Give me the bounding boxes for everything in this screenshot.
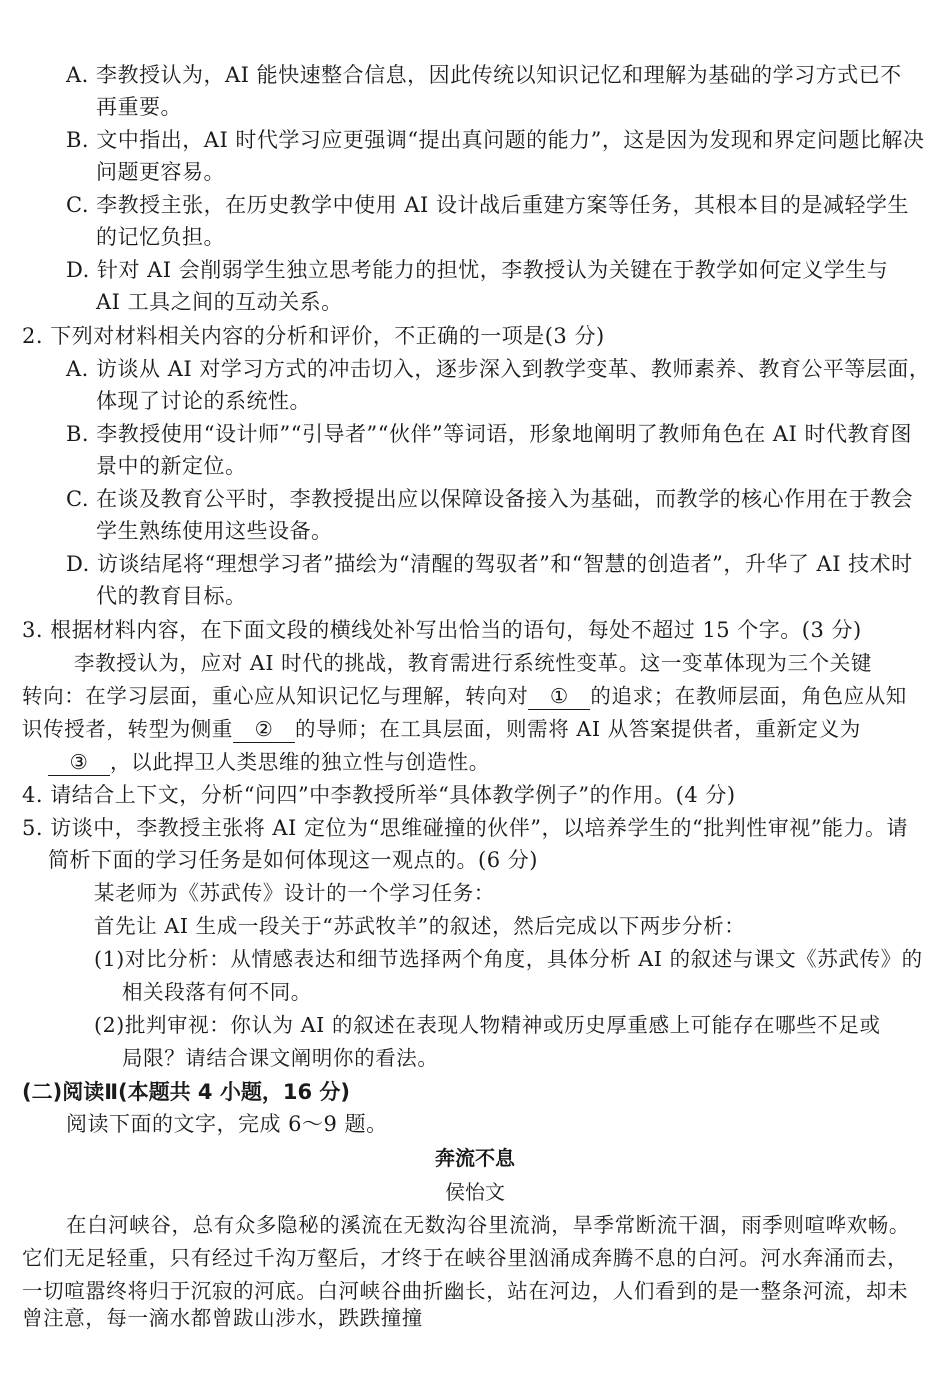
q5-step1-line1: (1)对比分析：从情感表达和细节选择两个角度，具体分析 AI 的叙述与课文《苏武传》的 xyxy=(94,947,923,971)
q5-step1-line2: 相关段落有何不同。 xyxy=(122,980,312,1004)
q2-option-b-line1: B. 李教授使用“设计师”“引导者”“伙伴”等词语，形象地阐明了教师角色在 AI 时代教育图 xyxy=(66,422,913,446)
q1-option-b-line1: B. 文中指出，AI 时代学习应更强调“提出真问题的能力”，这是因为发现和界定问题比解决 xyxy=(66,128,925,152)
q4-stem: 4. 请结合上下文，分析“问四”中李教授所举“具体教学例子”的作用。(4 分) xyxy=(22,783,736,807)
q3-passage-line2-start: 转向：在学习层面，重心应从知识记忆与理解，转向对 xyxy=(22,684,529,708)
q1-option-a-line1: A. 李教授认为，AI 能快速整合信息，因此传统以知识记忆和理解为基础的学习方式已不 xyxy=(66,63,902,87)
article-line4-partial: 曾注意，每一滴水都曾跋山涉水，跌跌撞撞 xyxy=(22,1306,423,1330)
article-line3: 一切喧嚣终将归于沉寂的河底。白河峡谷曲折幽长，站在河边，人们看到的是一整条河流，却未 xyxy=(22,1279,909,1303)
q2-option-c-line2: 学生熟练使用这些设备。 xyxy=(96,519,333,543)
q3-passage-line3-start: 识传授者，转型为侧重 xyxy=(22,717,233,741)
q1-option-c-line1: C. 李教授主张，在历史教学中使用 AI 设计战后重建方案等任务，其根本目的是减轻学生 xyxy=(66,193,909,217)
section-2-heading: (二)阅读Ⅱ(本题共 4 小题，16 分) xyxy=(22,1080,350,1104)
q2-option-a-line2: 体现了讨论的系统性。 xyxy=(96,389,311,413)
q1-option-c-line2: 的记忆负担。 xyxy=(96,225,225,249)
q5-stem-line1: 5. 访谈中，李教授主张将 AI 定位为“思维碰撞的伙伴”，以培养学生的“批判性审视”能力。请 xyxy=(22,816,908,840)
article-author: 侯怡文 xyxy=(445,1180,505,1204)
q1-option-b-line2: 问题更容易。 xyxy=(96,160,225,184)
section-2-instruction: 阅读下面的文字，完成 6～9 题。 xyxy=(66,1112,388,1136)
q1-option-d-line1: D. 针对 AI 会削弱学生独立思考能力的担忧，李教授认为关键在于教学如何定义学生与 xyxy=(66,258,889,282)
q1-option-a-line2: 再重要。 xyxy=(96,95,182,119)
q3-passage-line3-end: 的导师；在工具层面，则需将 AI 从答案提供者，重新定义为 xyxy=(295,717,861,741)
q3-blank-1[interactable]: ① xyxy=(528,683,590,710)
q5-step2-line1: (2)批判审视：你认为 AI 的叙述在表现人物精神或历史厚重感上可能存在哪些不足或 xyxy=(94,1013,881,1037)
q2-option-d-line2: 代的教育目标。 xyxy=(96,584,247,608)
article-title: 奔流不息 xyxy=(435,1146,515,1170)
q2-option-c-line1: C. 在谈及教育公平时，李教授提出应以保障设备接入为基础，而教学的核心作用在于教会 xyxy=(66,487,914,511)
q2-option-b-line2: 景中的新定位。 xyxy=(96,454,247,478)
q3-blank-2[interactable]: ② xyxy=(233,716,295,743)
q3-passage-line4 xyxy=(48,746,490,779)
q3-blank-3[interactable]: ③ xyxy=(48,749,110,776)
q5-task-intro: 某老师为《苏武传》设计的一个学习任务： xyxy=(94,881,495,905)
q3-passage-line3 xyxy=(22,713,861,746)
q2-stem: 2. 下列对材料相关内容的分析和评价，不正确的一项是(3 分) xyxy=(22,324,605,348)
q3-passage-line1: 李教授认为，应对 AI 时代的挑战，教育需进行系统性变革。这一变革体现为三个关键 xyxy=(74,651,872,675)
q5-step2-line2: 局限？请结合课文阐明你的看法。 xyxy=(122,1046,439,1070)
q5-stem-line2: 简析下面的学习任务是如何体现这一观点的。(6 分) xyxy=(48,848,538,872)
q3-passage-line4-end: ，以此捍卫人类思维的独立性与创造性。 xyxy=(110,750,490,774)
q2-option-a-line1: A. 访谈从 AI 对学习方式的冲击切入，逐步深入到教学变革、教师素养、教育公平等层面， xyxy=(66,357,931,381)
article-line2: 它们无足轻重，只有经过千沟万壑后，才终于在峡谷里汹涌成奔腾不息的白河。河水奔涌而去， xyxy=(22,1246,909,1270)
article-cutoff-area xyxy=(0,1306,950,1336)
q2-option-d-line1: D. 访谈结尾将“理想学习者”描绘为“清醒的驾驭者”和“智慧的创造者”，升华了 AI 技术时 xyxy=(66,552,913,576)
q3-passage-line2 xyxy=(22,680,907,713)
q5-task-first-step: 首先让 AI 生成一段关于“苏武牧羊”的叙述，然后完成以下两步分析： xyxy=(94,914,746,938)
page-bottom-blank xyxy=(0,1336,950,1393)
q3-passage-line2-end: 的追求；在教师层面，角色应从知 xyxy=(590,684,907,708)
q1-option-d-line2: AI 工具之间的互动关系。 xyxy=(96,290,343,314)
article-line1: 在白河峡谷，总有众多隐秘的溪流在无数沟谷里流淌，旱季常断流干涸，雨季则喧哗欢畅。 xyxy=(66,1213,910,1237)
q3-stem: 3. 根据材料内容，在下面文段的横线处补写出恰当的语句，每处不超过 15 个字。(3 分) xyxy=(22,618,862,642)
